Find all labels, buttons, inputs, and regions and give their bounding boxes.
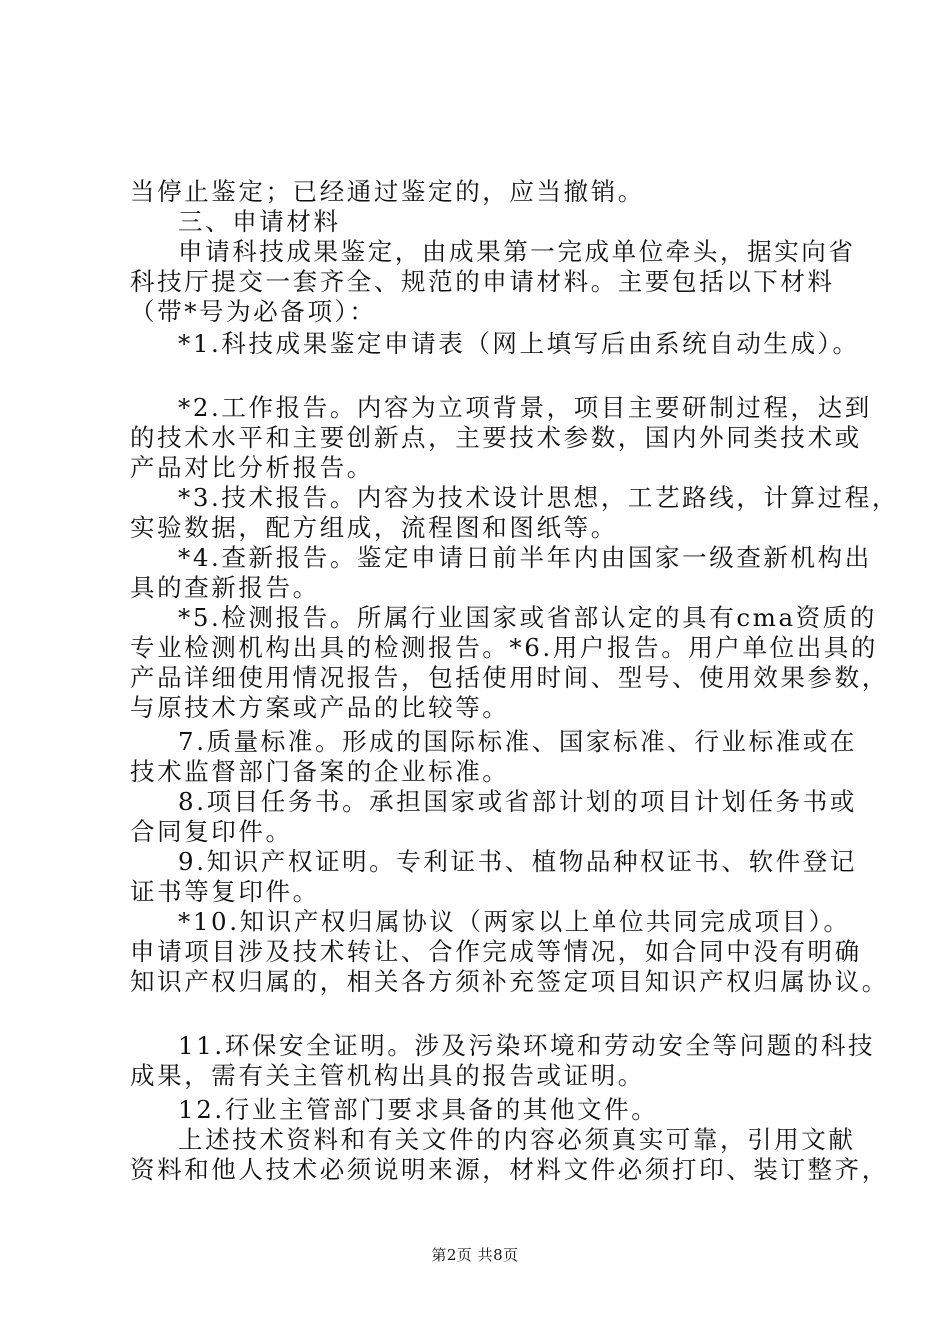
text-line: 资料和他人技术必须说明来源，材料文件必须打印、装订整齐， [130,1155,889,1184]
list-item: 9.知识产权证明。专利证书、植物品种权证书、软件登记 [178,847,857,876]
text-line: 产品详细使用情况报告，包括使用时间、型号、使用效果参数， [130,663,889,692]
list-item: 12.行业主管部门要求具备的其他文件。 [178,1095,659,1124]
list-item: *10.知识产权归属协议（两家以上单位共同完成项目）。 [178,907,851,936]
text-line: 证书等复印件。 [130,877,320,906]
list-item: 7.质量标准。形成的国际标准、国家标准、行业标准或在 [178,727,857,756]
text-line: 知识产权归属的，相关各方须补充签定项目知识产权归属协议。 [130,967,889,996]
text-line: 的技术水平和主要创新点，主要技术参数，国内外同类技术或 [130,423,862,452]
text-line: 成果，需有关主管机构出具的报告或证明。 [130,1061,645,1090]
text-line: 产品对比分析报告。 [130,453,374,482]
list-item: 8.项目任务书。承担国家或省部计划的项目计划任务书或 [178,787,857,816]
text-line: 专业检测机构出具的检测报告。*6.用户报告。用户单位出具的 [130,633,879,662]
list-item: *1.科技成果鉴定申请表（网上填写后由系统自动生成）。 [178,329,860,358]
text-line: 科技厅提交一套齐全、规范的申请材料。主要包括以下材料 [130,267,835,296]
text-line: 合同复印件。 [130,817,293,846]
text-line: 具的查新报告。 [130,573,320,602]
list-item: *4.查新报告。鉴定申请日前半年内由国家一级查新机构出 [178,543,872,572]
text-line: （带*号为必备项）： [130,297,377,326]
list-item: *3.技术报告。内容为技术设计思想，工艺路线，计算过程， [178,483,899,512]
list-item: *2.工作报告。内容为立项背景，项目主要研制过程，达到 [178,393,872,422]
section-heading: 三、申请材料 [178,207,341,236]
list-item: 11.环保安全证明。涉及污染环境和劳动安全等问题的科技 [178,1031,876,1060]
text-line: 技术监督部门备案的企业标准。 [130,757,510,786]
text-line: 申请科技成果鉴定，由成果第一完成单位牵头，据实向省 [178,237,856,266]
text-line: 当停止鉴定；已经通过鉴定的，应当撤销。 [130,177,645,206]
page-footer: 第2页 共8页 [431,1246,519,1264]
text-line: 上述技术资料和有关文件的内容必须真实可靠，引用文献 [178,1125,856,1154]
text-line: 实验数据，配方组成，流程图和图纸等。 [130,513,618,542]
text-line: 申请项目涉及技术转让、合作完成等情况，如合同中没有明确 [130,937,862,966]
text-line: 与原技术方案或产品的比较等。 [130,693,510,722]
list-item: *5.检测报告。所属行业国家或省部认定的具有cma资质的 [178,603,877,632]
